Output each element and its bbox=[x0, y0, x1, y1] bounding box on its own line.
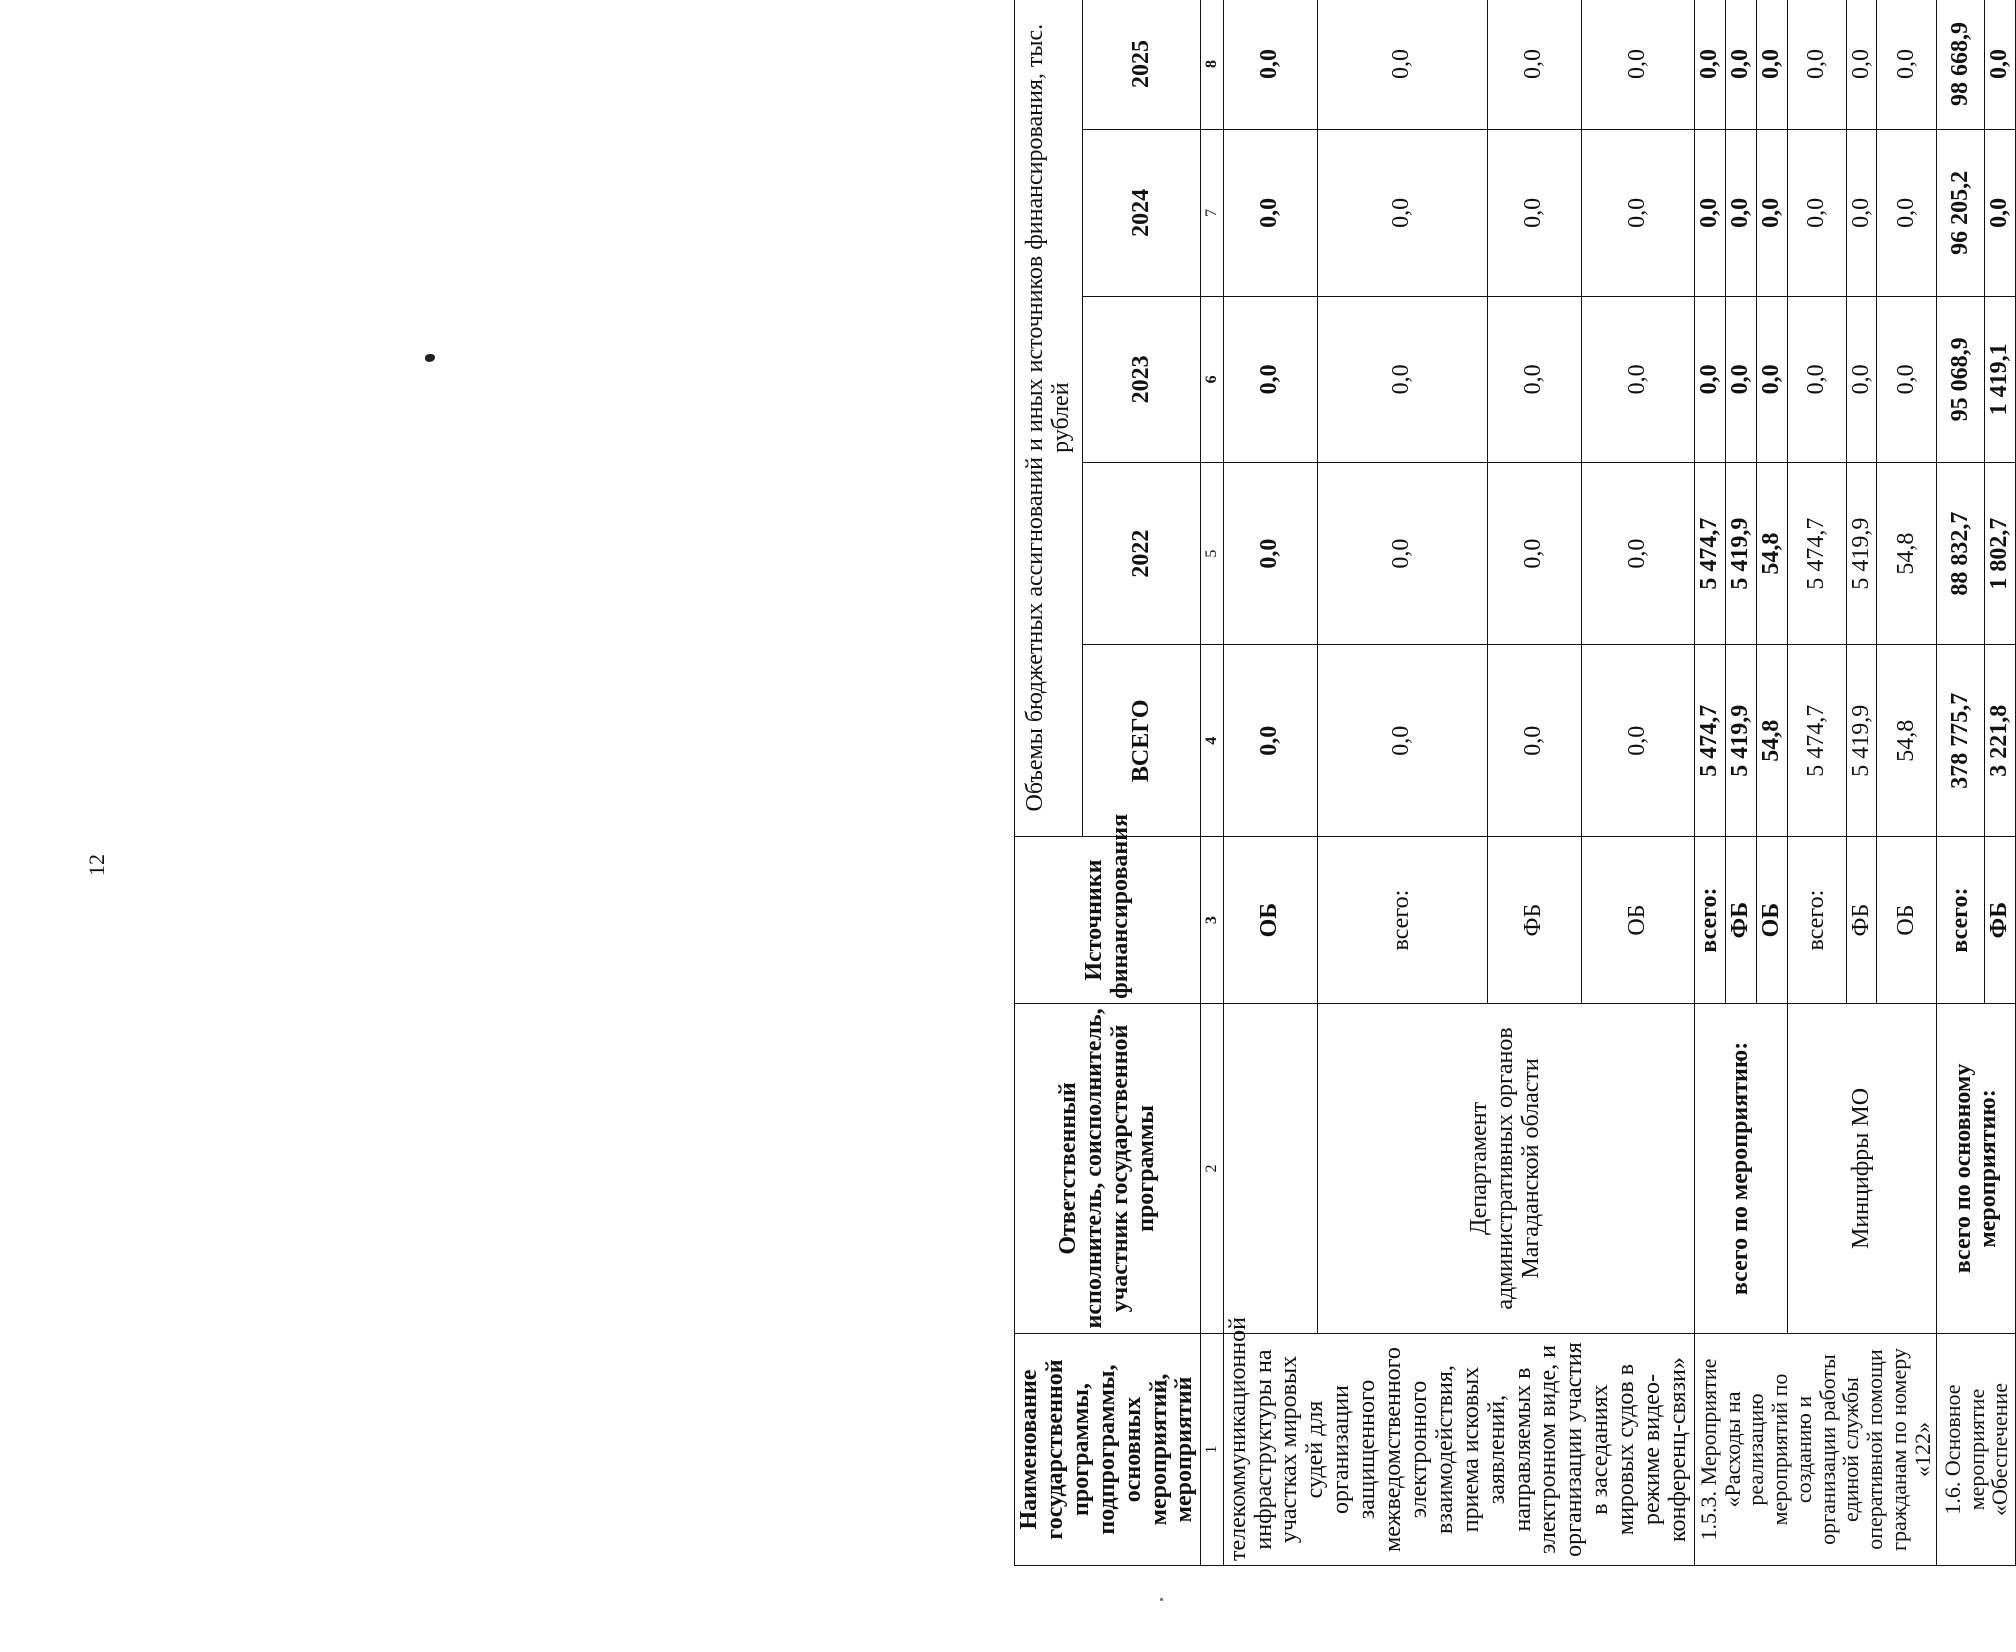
value-cell: 0,0 bbox=[1317, 130, 1487, 297]
value-cell: 54,8 bbox=[1877, 463, 1937, 645]
header-volumes: Объемы бюджетных ассигнований и иных источников финансирования, тыс. рублей bbox=[1015, 0, 1083, 837]
header-year-2023: 2023 bbox=[1083, 296, 1201, 463]
header-year-total: ВСЕГО bbox=[1083, 645, 1201, 837]
scan-speck bbox=[425, 354, 435, 362]
value-cell: 0,0 bbox=[1985, 0, 2016, 130]
source-cell: ФБ bbox=[1725, 837, 1756, 1004]
source-cell: ФБ bbox=[1846, 837, 1877, 1004]
value-cell: 0,0 bbox=[1756, 130, 1787, 297]
scan-speck bbox=[1160, 1598, 1163, 1601]
value-cell: 0,0 bbox=[1581, 463, 1694, 645]
value-cell: 0,0 bbox=[1985, 130, 2016, 297]
value-cell: 0,0 bbox=[1223, 0, 1317, 130]
value-cell: 0,0 bbox=[1223, 463, 1317, 645]
value-cell: 0,0 bbox=[1756, 296, 1787, 463]
source-cell: всего: bbox=[1937, 837, 1985, 1004]
value-cell: 0,0 bbox=[1317, 463, 1487, 645]
executor-cell: Минцифры МО bbox=[1787, 1003, 1937, 1333]
value-cell: 0,0 bbox=[1787, 296, 1846, 463]
value-cell: 0,0 bbox=[1223, 130, 1317, 297]
value-cell: 0,0 bbox=[1694, 130, 1725, 297]
value-cell: 54,8 bbox=[1756, 645, 1787, 837]
value-cell: 5 474,7 bbox=[1694, 645, 1725, 837]
value-cell: 0,0 bbox=[1223, 645, 1317, 837]
column-number: 8 bbox=[1201, 0, 1223, 130]
value-cell: 5 419,9 bbox=[1846, 645, 1877, 837]
header-year-2024: 2024 bbox=[1083, 130, 1201, 297]
value-cell: 1 802,7 bbox=[1985, 463, 2016, 645]
header-name: Наименование государственной программы, подпрограммы, основных мероприятий, мероприятий bbox=[1015, 1334, 1201, 1566]
source-cell: всего: bbox=[1787, 837, 1846, 1004]
value-cell: 88 832,7 bbox=[1937, 463, 1985, 645]
value-cell: 0,0 bbox=[1877, 130, 1937, 297]
value-cell: 0,0 bbox=[1581, 0, 1694, 130]
value-cell: 0,0 bbox=[1846, 130, 1877, 297]
executor-cell-empty bbox=[1223, 1003, 1317, 1333]
value-cell: 0,0 bbox=[1223, 296, 1317, 463]
value-cell: 0,0 bbox=[1581, 645, 1694, 837]
source-cell: ОБ bbox=[1877, 837, 1937, 1004]
value-cell: 5 474,7 bbox=[1787, 463, 1846, 645]
value-cell: 0,0 bbox=[1877, 0, 1937, 130]
budget-table bbox=[1014, 0, 2016, 1566]
column-number: 2 bbox=[1201, 1003, 1223, 1333]
column-number: 7 bbox=[1201, 130, 1223, 297]
value-cell: 1 419,1 bbox=[1985, 296, 2016, 463]
value-cell: 5 419,9 bbox=[1725, 463, 1756, 645]
value-cell: 95 068,9 bbox=[1937, 296, 1985, 463]
header-sources: Источники финансирования bbox=[1015, 837, 1201, 1004]
measure-total-label: всего по основному мероприятию: bbox=[1937, 1003, 2016, 1333]
value-cell: 0,0 bbox=[1787, 130, 1846, 297]
value-cell: 0,0 bbox=[1487, 0, 1581, 130]
value-cell: 5 419,9 bbox=[1846, 463, 1877, 645]
value-cell: 0,0 bbox=[1487, 645, 1581, 837]
value-cell: 0,0 bbox=[1317, 645, 1487, 837]
value-cell: 0,0 bbox=[1487, 463, 1581, 645]
value-cell: 0,0 bbox=[1317, 0, 1487, 130]
column-number: 5 bbox=[1201, 463, 1223, 645]
measure-name-cell: 1.5.3. Мероприятие «Расходы на реализацию мероприятий по созданию и организации работы единой службы оперативной помощи гражданам по номеру «122» bbox=[1694, 1334, 1937, 1566]
executor-cell: Департамент административных органов Магаданской области bbox=[1317, 1003, 1694, 1333]
value-cell: 0,0 bbox=[1317, 296, 1487, 463]
value-cell: 0,0 bbox=[1725, 0, 1756, 130]
source-cell: всего: bbox=[1317, 837, 1487, 1004]
column-number: 4 bbox=[1201, 645, 1223, 837]
source-cell: ФБ bbox=[1487, 837, 1581, 1004]
measure-name-cell: телекоммуникационной инфраструктуры на участках мировых судей для организации защищенного межведомственного электронного взаимодействия, приема исковых заявлений, направляемых в электронном виде, и организации участия в заседаниях мировых судов в режиме видео-конференц-связи» bbox=[1223, 1334, 1694, 1566]
value-cell: 0,0 bbox=[1725, 130, 1756, 297]
value-cell: 98 668,9 bbox=[1937, 0, 1985, 130]
header-year-2022: 2022 bbox=[1083, 463, 1201, 645]
value-cell: 96 205,2 bbox=[1937, 130, 1985, 297]
header-executor: Ответственный исполнитель, соисполнитель, участник государственной программы bbox=[1015, 1003, 1201, 1333]
column-number: 3 bbox=[1201, 837, 1223, 1004]
value-cell: 0,0 bbox=[1694, 0, 1725, 130]
rotated-table-container bbox=[1014, 0, 2013, 1566]
value-cell: 0,0 bbox=[1694, 296, 1725, 463]
value-cell: 0,0 bbox=[1787, 0, 1846, 130]
measure-name-cell: 1.6. Основное мероприятие «Обеспечение bbox=[1937, 1334, 2016, 1566]
value-cell: 5 419,9 bbox=[1725, 645, 1756, 837]
source-cell: ОБ bbox=[1581, 837, 1694, 1004]
source-cell: всего: bbox=[1694, 837, 1725, 1004]
value-cell: 3 221,8 bbox=[1985, 645, 2016, 837]
value-cell: 54,8 bbox=[1877, 645, 1937, 837]
value-cell: 54,8 bbox=[1756, 463, 1787, 645]
value-cell: 0,0 bbox=[1581, 296, 1694, 463]
value-cell: 0,0 bbox=[1756, 0, 1787, 130]
value-cell: 378 775,7 bbox=[1937, 645, 1985, 837]
value-cell: 0,0 bbox=[1581, 130, 1694, 297]
source-cell: ОБ bbox=[1756, 837, 1787, 1004]
value-cell: 0,0 bbox=[1725, 296, 1756, 463]
column-number: 6 bbox=[1201, 296, 1223, 463]
page-number: 12 bbox=[84, 854, 109, 876]
header-year-2025: 2025 bbox=[1083, 0, 1201, 130]
value-cell: 0,0 bbox=[1487, 130, 1581, 297]
value-cell: 0,0 bbox=[1846, 0, 1877, 130]
value-cell: 0,0 bbox=[1846, 296, 1877, 463]
value-cell: 0,0 bbox=[1487, 296, 1581, 463]
value-cell: 0,0 bbox=[1877, 296, 1937, 463]
value-cell: 5 474,7 bbox=[1787, 645, 1846, 837]
source-cell: ФБ bbox=[1985, 837, 2016, 1004]
value-cell: 5 474,7 bbox=[1694, 463, 1725, 645]
source-cell: ОБ bbox=[1223, 837, 1317, 1004]
column-number: 1 bbox=[1201, 1334, 1223, 1566]
measure-total-label: всего по мероприятию: bbox=[1694, 1003, 1787, 1333]
